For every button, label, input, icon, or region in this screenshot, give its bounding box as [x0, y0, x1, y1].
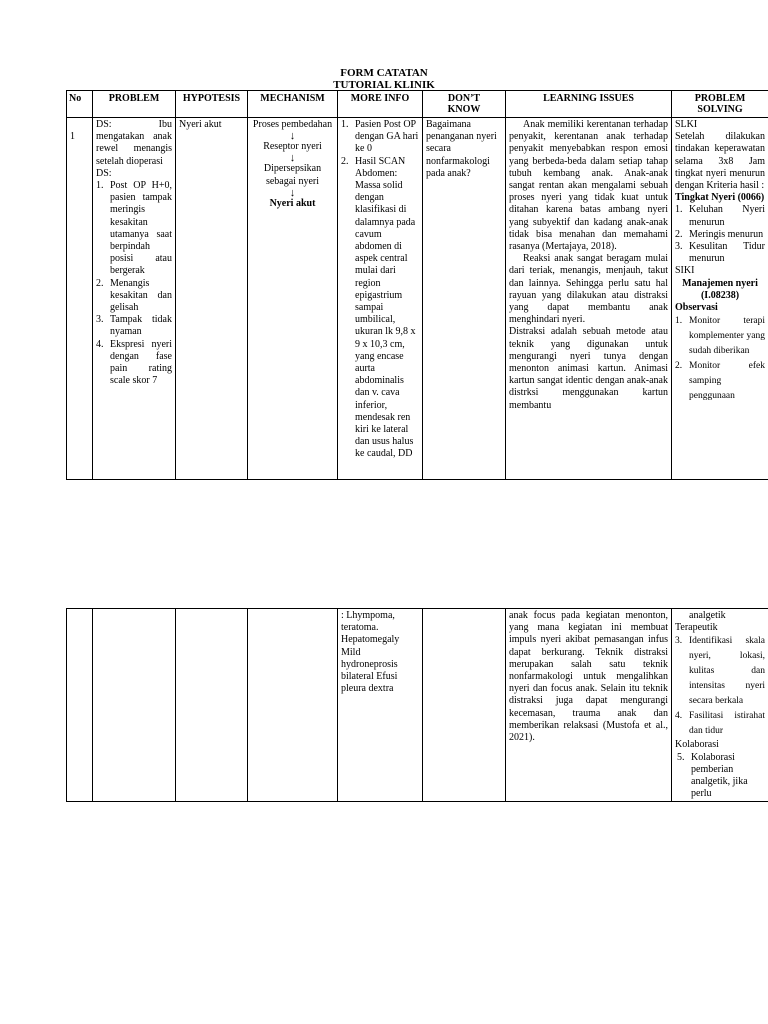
header-learning-issues: LEARNING ISSUES	[506, 91, 672, 118]
arrow-down-icon: ↓	[289, 152, 296, 165]
header-problem: PROBLEM	[93, 91, 176, 118]
learning-issues-cell: Anak memiliki kerentanan terhadap penyakit, kerentanan anak terhadap penyakit menyebabkan respon emosi yang berbeda-beda dalam setiap tahap tubuh kembang anak. Anak-anak sangat rentan akan mengalami sebuah proses nyeri yang tidak kuat untuk ditahan karena batas ambang nyeri yang subyektif dan kadang anak-anak tidak bisa menahan dan memahami rasanya (Mertajaya, 2018). Reaksi anak sangat beragam mulai dari teriak, menangis, menjauh, takut dan lainnya. Sehingga perlu satu hal rayuan yang dilakukan atau distraksi yang dapat membantu anak menghindari nyeri. Distraksi adalah sebuah metode atau teknik yang digunakan untuk mengurangi nyeri tunya dengan menonton animasi kartun. Animasi kartun sangat identic dengan anak-anak distrksi menggunakan kartun membantu	[506, 118, 672, 480]
hypotesis-cell: Nyeri akut	[176, 118, 248, 480]
row-number	[67, 609, 93, 802]
header-dont-know: DON’T KNOW	[423, 91, 506, 118]
tutorial-table-continued	[66, 608, 768, 802]
problem-solving-cell: analgetik Terapeutik 3. Identifikasi skala nyeri, lokasi, kulitas dan intensitas nyeri secara berkala 4. Fasilitasi istirahat dan tidur Kolaborasi 5. Kolaborasi pemberian analgetik, jika perlu	[672, 609, 768, 802]
mechanism-cell: Proses pembedahan ↓ Reseptor nyeri ↓ Dipersepsikan sebagai nyeri ↓ Nyeri akut	[248, 118, 338, 480]
table-row	[67, 118, 768, 480]
header-problem-solving: PROBLEM SOLVING	[672, 91, 768, 118]
dont-know-cell	[423, 609, 506, 802]
hypotesis-cell	[176, 609, 248, 802]
more-info-cell: : Lhympoma, teratoma. Hepatomegaly Mild hydroneprosis bilateral Efusi pleura dextra	[338, 609, 423, 802]
arrow-down-icon: ↓	[289, 186, 296, 199]
problem-cell	[93, 609, 176, 802]
row-number: 1	[67, 118, 93, 480]
header-row	[67, 91, 768, 118]
more-info-cell: 1. Pasien Post OP dengan GA hari ke 0 2. Hasil SCAN Abdomen: Massa solid dengan klasifikasi di dalamnya pada cavum abdomen di aspek central mulai dari region epigastrium sampai umbilical, ukuran lk 9,8 x 9 x 10,3 cm, yang encase aurta abdominalis dan v. cava inferior, mendesak ren kiri ke lateral dan usus halus ke caudal, DD	[338, 118, 423, 480]
tutorial-table	[66, 90, 768, 480]
header-no: No	[67, 91, 93, 118]
form-title: FORM CATATAN	[340, 67, 428, 79]
table-row	[67, 609, 768, 802]
problem-cell: DS: Ibu mengatakan anak rewel menangis setelah dioperasi DS: 1. Post OP H+0, pasien tampak meringis kesakitan utamanya saat berpindah posisi atau bergerak 2. Menangis kesakitan dan gelisah 3. Tampak tidak nyaman 4. Ekspresi nyeri dengan fase pain rating scale skor 7	[93, 118, 176, 480]
mechanism-cell	[248, 609, 338, 802]
learning-issues-cell: anak focus pada kegiatan menonton, yang mana kegiatan ini membuat impuls nyeri akibat pemasangan infus dapat berkurang. Teknik distraksi merupakan salah satu teknik nonfarmakologi untuk mengalihkan nyeri dan focus anak. Selain itu teknik distraksi juga dapat mengurangi kecemasan, trauma anak dan memberikan relaksasi (Mustofa et al., 2021).	[506, 609, 672, 802]
arrow-down-icon: ↓	[289, 130, 296, 143]
dont-know-cell: Bagaimana penanganan nyeri secara nonfarmakologi pada anak?	[423, 118, 506, 480]
header-hypotesis: HYPOTESIS	[176, 91, 248, 118]
problem-solving-cell: SLKI Setelah dilakukan tindakan keperawatan selama 3x8 Jam tingkat nyeri menurun dengan Kriteria hasil : Tingkat Nyeri (0066) 1. Keluhan Nyeri menurun 2. Meringis menurun 3. Kesulitan Tidur menurun SIKI Manajemen nyeri (I.08238) Observasi 1. Monitor terapi komplementer yang sudah diberikan 2. Monitor efek samping penggunaan	[672, 118, 768, 480]
header-mechanism: MECHANISM	[248, 91, 338, 118]
header-more-info: MORE INFO	[338, 91, 423, 118]
form-subtitle: TUTORIAL KLINIK	[333, 79, 435, 91]
